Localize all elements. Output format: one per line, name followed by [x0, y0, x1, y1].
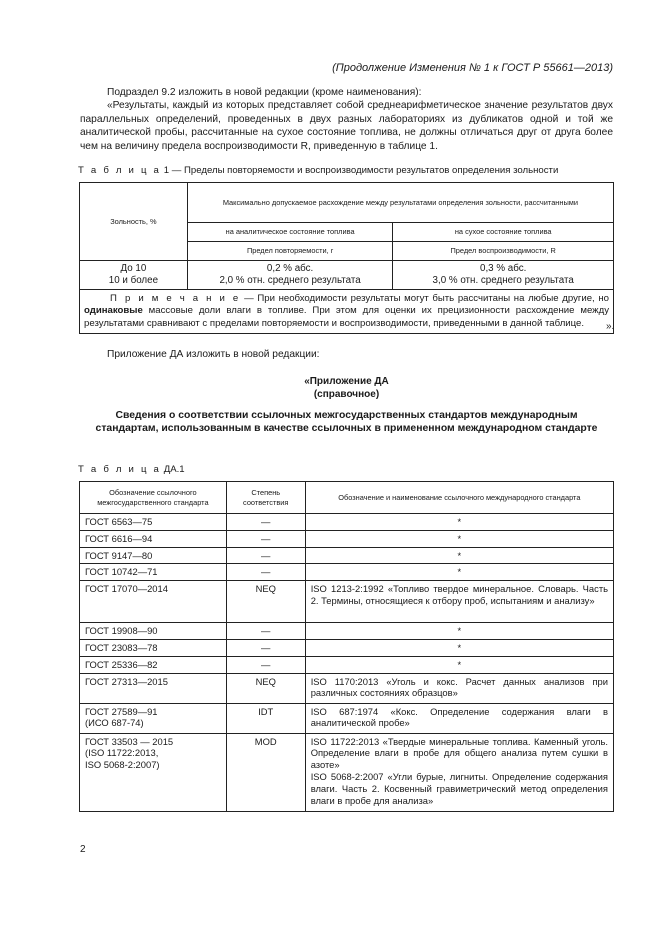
page-header: (Продолжение Изменения № 1 к ГОСТ Р 55661—2013): [332, 62, 613, 74]
table-row: [80, 623, 614, 640]
intl-cell: ISO 1213-2:1992 «Топливо твердое минеральное. Словарь. Часть 2. Термины, относящиеся к отбору проб, испытаниям и анализу»: [305, 581, 613, 623]
table-row: [80, 530, 614, 547]
intl-cell: *: [305, 656, 613, 673]
degree-cell: NEQ: [226, 581, 305, 623]
std-cell: ГОСТ 17070—2014: [80, 581, 227, 623]
paragraph-subsection: Подраздел 9.2 изложить в новой редакции (кроме наименования):: [107, 87, 422, 98]
paragraph-results: «Результаты, каждый из которых представляет собой среднеарифметическое значение результатов двух параллельных определений, проведенных в двух разных лабораториях из дубликатов одной и той же аналитической пробы, рассчитанные на сухое состояние топлива, не должны отличаться друг от друга более чем на величину предела воспроизводимости R, приведенную в таблице 1.: [80, 100, 613, 152]
standards-correspondence-table: [79, 481, 614, 812]
std-cell: ГОСТ 9147—80: [80, 547, 227, 564]
table1-label: Т а б л и ц а: [78, 165, 162, 176]
table-row: [80, 656, 614, 673]
intl-line: ISO 5068-2:2007 «Угли бурые, лигниты. Определение содержания влаги. Часть 2. Косвенный гравиметрический метод определения влаги в пробе для анализа»: [310, 770, 608, 806]
closing-quote: ».: [606, 321, 615, 332]
intl-cell: *: [305, 564, 613, 581]
degree-cell: NEQ: [226, 673, 305, 703]
intl-line: ISO 11722:2013 «Твердые минеральные топлива. Каменный уголь. Определение влаги в пробе для общего анализа путем сушки в азоте»: [310, 735, 608, 771]
header-correspondence-degree: Степень соответствия: [226, 482, 305, 514]
table-row: [80, 514, 614, 531]
table-row: [80, 564, 614, 581]
std-cell: [80, 733, 227, 811]
table1-title: 1 — Пределы повторяемости и воспроизводимости результатов определения зольности: [163, 165, 559, 176]
header-analytic-state: на аналитическое состояние топлива: [187, 223, 393, 242]
std-line: (ИСО 687-74): [85, 717, 144, 729]
ash-row2: 10 и более: [108, 275, 159, 286]
intl-cell: *: [305, 514, 613, 531]
table-row: [80, 547, 614, 564]
table2-caption: [78, 464, 185, 475]
table-row: [80, 703, 614, 733]
table1-note: [80, 290, 614, 334]
note-part2: массовые доли влаги в топливе. При этом для оценки их прецизионности расхождение между результатами сравнивают с пределами повторяемости и воспроизводимости, приведенными в данной таблице.: [84, 305, 609, 329]
intl-cell: [305, 733, 613, 811]
appendix-title: «Приложение ДА: [304, 376, 389, 387]
header-ash-content: Зольность, %: [80, 183, 188, 261]
table-row: [80, 673, 614, 703]
ash-range-cell: [80, 261, 188, 290]
header-reproducibility-limit: Предел воспроизводимости, R: [393, 242, 614, 261]
reproducibility-row2: 3,0 % отн. среднего результата: [432, 275, 574, 286]
degree-cell: —: [226, 639, 305, 656]
degree-cell: —: [226, 623, 305, 640]
intl-cell: *: [305, 547, 613, 564]
std-cell: ГОСТ 25336—82: [80, 656, 227, 673]
note-text: [84, 293, 609, 330]
degree-cell: IDT: [226, 703, 305, 733]
std-line: ISO 5068-2:2007): [85, 759, 160, 771]
intl-cell: *: [305, 530, 613, 547]
note-label: П р и м е ч а н и е: [110, 293, 241, 304]
appendix-subtitle: (справочное): [313, 389, 380, 400]
header-dry-state: на сухое состояние топлива: [393, 223, 614, 242]
header-repeatability-limit: Предел повторяемости, r: [187, 242, 393, 261]
header-interstate-standard: Обозначение ссылочного межгосударственного стандарта: [80, 482, 227, 514]
precision-limits-table: [79, 182, 614, 334]
std-cell: ГОСТ 6616—94: [80, 530, 227, 547]
table-row: [80, 733, 614, 811]
repeatability-row2: 2,0 % отн. среднего результата: [219, 275, 361, 286]
std-line: ГОСТ 33503 — 2015: [85, 735, 174, 747]
std-cell: ГОСТ 10742—71: [80, 564, 227, 581]
std-cell: ГОСТ 23083—78: [80, 639, 227, 656]
reproducibility-cell: [393, 261, 614, 290]
table2-title: ДА.1: [163, 464, 185, 475]
degree-cell: —: [226, 547, 305, 564]
paragraph-appendix: Приложение ДА изложить в новой редакции:: [107, 349, 320, 360]
degree-cell: —: [226, 530, 305, 547]
note-bold-word: одинаковые: [84, 305, 143, 317]
table1-caption: [78, 165, 558, 176]
header-international-standard: Обозначение и наименование ссылочного международного стандарта: [305, 482, 613, 514]
repeatability-cell: [187, 261, 393, 290]
reproducibility-row1: 0,3 % абс.: [480, 262, 527, 274]
appendix-heading: Сведения о соответствии ссылочных межгосударственных стандартов международным стандартам, использованным в качестве ссылочных в примененном международном стандарте: [95, 410, 598, 435]
header-max-difference: Максимально допускаемое расхождение между результатами определения зольности, рассчитанными: [187, 183, 613, 223]
degree-cell: —: [226, 514, 305, 531]
ash-row1: До 10: [120, 262, 147, 274]
table-row: [80, 581, 614, 623]
table-row: [80, 639, 614, 656]
intl-cell: ISO 687:1974 «Кокс. Определение содержания влаги в аналитической пробе»: [305, 703, 613, 733]
intl-cell: ISO 1170:2013 «Уголь и кокс. Расчет данных анализов при различных состояниях образцов»: [305, 673, 613, 703]
std-line: (ISO 11722:2013,: [85, 747, 159, 759]
table2-label: Т а б л и ц а: [78, 464, 162, 475]
std-cell: ГОСТ 27313—2015: [80, 673, 227, 703]
repeatability-row1: 0,2 % абс.: [266, 262, 314, 274]
degree-cell: MOD: [226, 733, 305, 811]
intl-cell: *: [305, 623, 613, 640]
std-cell: ГОСТ 6563—75: [80, 514, 227, 531]
std-cell: ГОСТ 19908—90: [80, 623, 227, 640]
note-part1: — При необходимости результаты могут быть рассчитаны на любые другие, но: [240, 293, 609, 304]
intl-cell: *: [305, 639, 613, 656]
degree-cell: —: [226, 564, 305, 581]
page-number: 2: [80, 844, 86, 855]
std-line: ГОСТ 27589—91: [85, 705, 158, 717]
degree-cell: —: [226, 656, 305, 673]
std-cell: [80, 703, 227, 733]
